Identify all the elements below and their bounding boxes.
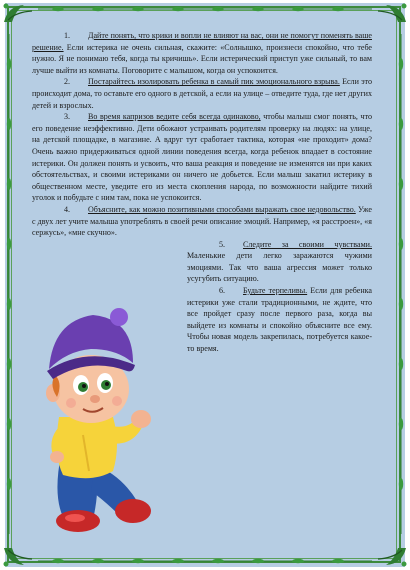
advice-item [32,111,372,204]
corner-ornament-icon [2,2,34,24]
item-title: Во время капризов ведите себя всегда одинаково, [88,112,261,122]
item-number: 5. [219,239,226,249]
corner-ornament-icon [376,2,408,24]
advice-item [187,239,372,285]
advice-item [32,204,372,239]
advice-item [32,30,372,76]
item-number: 6. [219,286,226,296]
item-body: чтобы малыш смог понять, что его поведение неэффективно. Дети обожают устраивать родителям проверку на людях: на улице, на детской площадке, в магазине. А вдруг тут сработает тактика, которая «не проходит» дома? Очень важно придерживаться одной линии поведения всегда, когда ребенок впадает в состояние истерики. Он должен понять и усвоить, что ваша реакция и поведение не изменятся ни при каких обстоятельствах, и своими истериками он ничего не добьется. Если малыш закатил истерику в общественном месте, уведите его из места скопления народа, по возможности найдите тихий уголок и побудьте с ним там, пока не успокоится. [32,112,373,203]
item-title: Постарайтесь изолировать ребенка в самый пик эмоционального взрыва. [88,77,340,87]
item-body: Маленькие дети легко заражаются чужими эмоциями. Так что ваша агрессия может только усугубить ситуацию. [187,251,372,284]
corner-ornament-icon [2,546,34,568]
item-body: Уже с двух лет учите малыша употреблять в своей речи описание эмоций. Например, «я расстроен», «я сержусь», «мне скучно». [32,204,372,238]
item-title: Будьте терпеливы. [243,286,308,296]
item-title: Объясните, как можно позитивными способами выражать свое недовольство. [88,204,356,214]
advice-item [32,76,372,111]
item-body: Если для ребенка истерики уже стали традиционными, не ждите, что все пройдет сразу после первого раза, когда вы выйдете из комнаты и спокойно объясните все ему. Чтобы новая модель закрепилась, потребуется какое-то время. [187,286,372,354]
leaf-border-left-icon [4,34,14,534]
item-body: Если это происходит дома, то оставьте его одного в детской, а если на улице – отведите туда, где нет других детей и взрослых. [32,77,372,110]
item-number: 1. [64,31,71,40]
item-number: 3. [64,112,71,122]
item-number: 2. [64,77,71,87]
leaf-border-bottom-icon [38,556,372,566]
item-number: 4. [64,204,71,214]
leaf-border-top-icon [38,4,372,14]
leaf-border-right-icon [396,34,406,534]
right-column [187,239,372,355]
corner-ornament-icon [376,546,408,568]
advice-item [187,285,372,355]
child-illustration-icon [33,305,159,537]
item-title: Дайте понять, что крики и вопли не влияют на вас, они не помогут поменять ваше решение. [32,31,372,52]
item-title: Следите за своими чувствами. [243,239,372,249]
item-body: Если истерика не очень сильная, скажите: «Солнышко, произнеси спокойно, что тебе нужно. Я не понимаю тебя, когда ты кричишь». Если истерический приступ уже сильный, то вам лучше выйти из комнаты. Поговорите с малышом, когда он успокоится. [32,42,372,75]
